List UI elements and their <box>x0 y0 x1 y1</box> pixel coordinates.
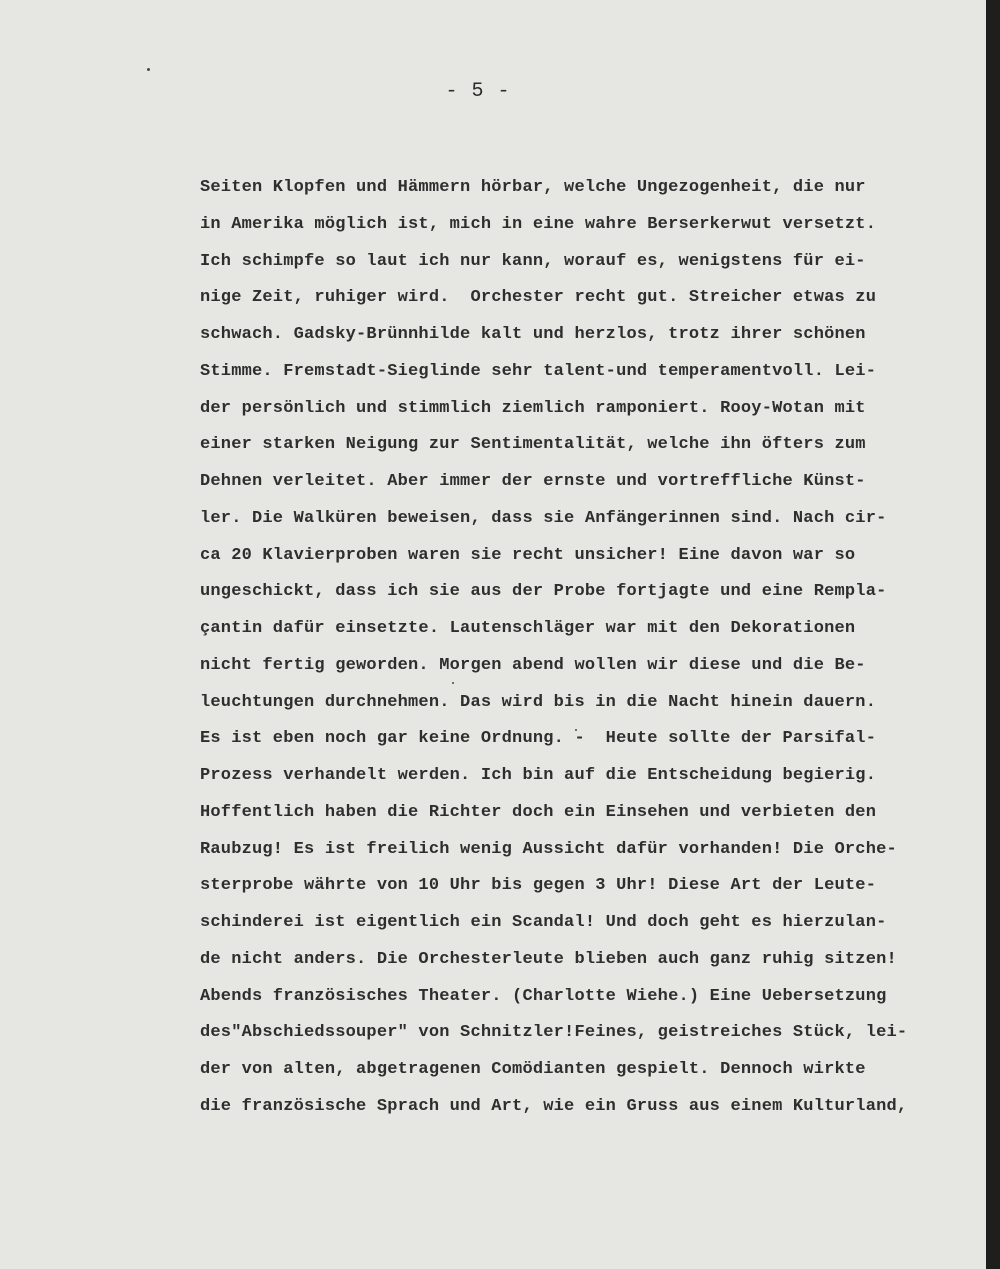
text-line: Es ist eben noch gar keine Ordnung. - Heute sollte der Parsifal- <box>200 729 877 749</box>
text-line: ungeschickt, dass ich sie aus der Probe fortjagte und eine Rempla- <box>200 582 887 602</box>
text-line: Abends französisches Theater. (Charlotte Wiehe.) Eine Uebersetzung <box>200 986 887 1006</box>
text-line: Prozess verhandelt werden. Ich bin auf die Entscheidung begierig. <box>200 766 877 785</box>
page-number: - 5 - <box>445 80 511 103</box>
text-line: schwach. Gadsky-Brünnhilde kalt und herzlos, trotz ihrer schönen <box>200 325 866 344</box>
text-line: der von alten, abgetragenen Comödianten gespielt. Dennoch wirkte <box>200 1060 866 1079</box>
text-line: nige Zeit, ruhiger wird. Orchester recht gut. Streicher etwas zu <box>200 288 877 308</box>
text-line: ca 20 Klavierproben waren sie recht unsicher! Eine davon war so <box>200 545 856 565</box>
text-line: sterprobe währte von 10 Uhr bis gegen 3 Uhr! Diese Art der Leute- <box>200 876 877 896</box>
text-line: in Amerika möglich ist, mich in eine wahre Berserkerwut versetzt. <box>200 214 877 234</box>
text-line: schinderei ist eigentlich ein Scandal! Und doch geht es hierzulan- <box>200 913 887 932</box>
text-line: einer starken Neigung zur Sentimentalität, welche ihn öfters zum <box>200 435 866 455</box>
text-line: Raubzug! Es ist freilich wenig Aussicht dafür vorhanden! Die Orche- <box>200 839 897 859</box>
typed-body-text <box>200 170 960 1126</box>
text-line: Hoffentlich haben die Richter doch ein Einsehen und verbieten den <box>200 802 877 822</box>
text-line: die französische Sprach und Art, wie ein Gruss aus einem Kulturland, <box>200 1096 908 1116</box>
text-line: çantin dafür einsetzte. Lautenschläger war mit den Dekorationen <box>200 619 856 638</box>
scan-border-edge <box>986 0 1000 1269</box>
text-line: nicht fertig geworden. Morgen abend wollen wir diese und die Be- <box>200 655 866 675</box>
text-line: de nicht anders. Die Orchesterleute blieben auch ganz ruhig sitzen! <box>200 949 897 969</box>
ink-speck <box>147 68 150 71</box>
text-line: des"Abschiedssouper" von Schnitzler!Feines, geistreiches Stück, lei- <box>200 1023 908 1043</box>
text-line: Ich schimpfe so laut ich nur kann, worauf es, wenigstens für ei- <box>200 251 866 271</box>
text-line: der persönlich und stimmlich ziemlich ramponiert. Rooy-Wotan mit <box>200 398 866 418</box>
text-line: Dehnen verleitet. Aber immer der ernste und vortreffliche Künst- <box>200 472 866 491</box>
text-line: leuchtungen durchnehmen. Das wird bis in die Nacht hinein dauern. <box>200 692 877 712</box>
text-line: ler. Die Walküren beweisen, dass sie Anfängerinnen sind. Nach cir- <box>200 508 887 528</box>
text-line: Stimme. Fremstadt-Sieglinde sehr talent-und temperamentvoll. Lei- <box>200 361 877 381</box>
text-line: Seiten Klopfen und Hämmern hörbar, welche Ungezogenheit, die nur <box>200 178 866 197</box>
